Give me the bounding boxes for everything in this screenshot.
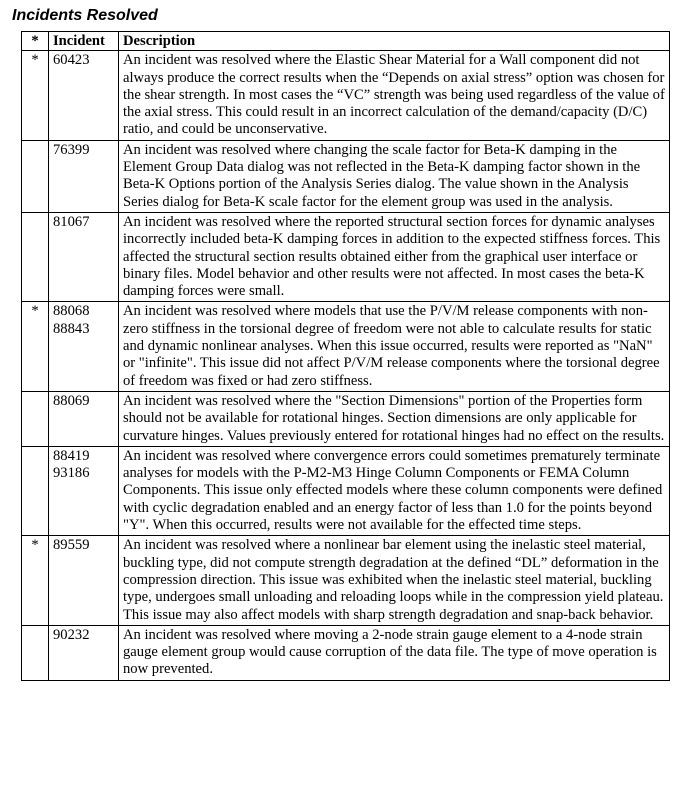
row-incident bbox=[49, 625, 119, 680]
row-incident bbox=[49, 140, 119, 212]
row-star bbox=[22, 446, 49, 535]
incident-number: 88843 bbox=[53, 320, 90, 337]
incident-number: 60423 bbox=[53, 52, 90, 69]
table-row bbox=[22, 51, 670, 140]
row-description: An incident was resolved where a nonlinear bar element using the inelastic steel material, buckling type, did not compute strength degradation at the defined “DL” deformation in the compression direction. This issue was exhibited when the inelastic steel material, buckling type, undergoes small unloading and reloading loops while in the compression yield plateau. This issue may also affect models with sharp strength degradation and snap-back behavior. bbox=[119, 536, 670, 625]
row-description: An incident was resolved where the "Section Dimensions" portion of the Properties form should not be available for rotational hinges. Section dimensions are only applicable for curvature hinges. Values previously entered for rotational hinges had no effect on the results. bbox=[119, 391, 670, 446]
table-row bbox=[22, 140, 670, 212]
section-title: Incidents Resolved bbox=[12, 7, 158, 24]
incident-number: 88068 bbox=[53, 303, 90, 320]
table-row bbox=[22, 391, 670, 446]
incident-number: 76399 bbox=[53, 141, 90, 158]
row-description: An incident was resolved where moving a 2-node strain gauge element to a 4-node strain gauge element group would cause corruption of the data file. The type of move operation is now prevented. bbox=[119, 625, 670, 680]
incident-number: 88069 bbox=[53, 392, 90, 409]
table-row bbox=[22, 446, 670, 535]
row-description: An incident was resolved where the Elastic Shear Material for a Wall component did not always produce the correct results when the “Depends on axial stress” option was chosen for the shear strength. In most cases the “VC” strength was being used regardless of the value of the axial stress. This could result in an incorrect calculation of the demand/capacity (D/C) ratio, and could be unconservative. bbox=[119, 51, 670, 140]
row-incident bbox=[49, 536, 119, 625]
incident-number: 93186 bbox=[53, 465, 90, 482]
header-description: Description bbox=[119, 32, 670, 51]
row-description: An incident was resolved where models that use the P/V/M release components with non-zero stiffness in the torsional degree of freedom were not able to calculate results for static and dynamic nonlinear analyses. When this issue occurred, results were reported as "NaN" or "infinite". This issue did not affect P/V/M release components where the torsional degree of freedom was fixed or had zero stiffness. bbox=[119, 302, 670, 391]
row-star bbox=[22, 625, 49, 680]
table-row bbox=[22, 625, 670, 680]
row-incident bbox=[49, 212, 119, 301]
row-star bbox=[22, 140, 49, 212]
row-description: An incident was resolved where changing the scale factor for Beta-K damping in the Element Group Data dialog was not reflected in the Beta-K damping factor shown in the Beta-K Options portion of the Analysis Series dialog. The value shown in the Analysis Series dialog for Beta-K scale factor for the element group was used in the analysis. bbox=[119, 140, 670, 212]
row-description: An incident was resolved where convergence errors could sometimes prematurely terminate analyses for models with the P-M2-M3 Hinge Column Components or FEMA Column Components. This issue only effected models where these column components were defined with cyclic degradation enabled and an energy factor of less than 1.0 for the points beyond "Y". When this occurred, results were not available for the effected time steps. bbox=[119, 446, 670, 535]
row-incident bbox=[49, 302, 119, 391]
header-star: * bbox=[22, 32, 49, 51]
row-description: An incident was resolved where the reported structural section forces for dynamic analyses incorrectly included beta-K damping forces in addition to the expected stiffness forces. This affected the structural section results obtained either from the graphical user interface or binary files. Model behavior and other results were not affected. In most cases the beta-K damping forces were small. bbox=[119, 212, 670, 301]
table-header-row bbox=[22, 32, 670, 51]
incident-number: 88419 bbox=[53, 447, 90, 464]
incident-number: 81067 bbox=[53, 213, 90, 230]
row-star bbox=[22, 391, 49, 446]
row-incident bbox=[49, 51, 119, 140]
incidents-table bbox=[21, 31, 670, 681]
incident-number: 90232 bbox=[53, 626, 90, 643]
table-row bbox=[22, 536, 670, 625]
row-star: * bbox=[22, 51, 49, 140]
row-star bbox=[22, 212, 49, 301]
row-incident bbox=[49, 391, 119, 446]
table-row bbox=[22, 302, 670, 391]
header-incident: Incident bbox=[49, 32, 119, 51]
row-incident bbox=[49, 446, 119, 535]
table-row bbox=[22, 212, 670, 301]
row-star: * bbox=[22, 536, 49, 625]
row-star: * bbox=[22, 302, 49, 391]
incident-number: 89559 bbox=[53, 537, 90, 554]
